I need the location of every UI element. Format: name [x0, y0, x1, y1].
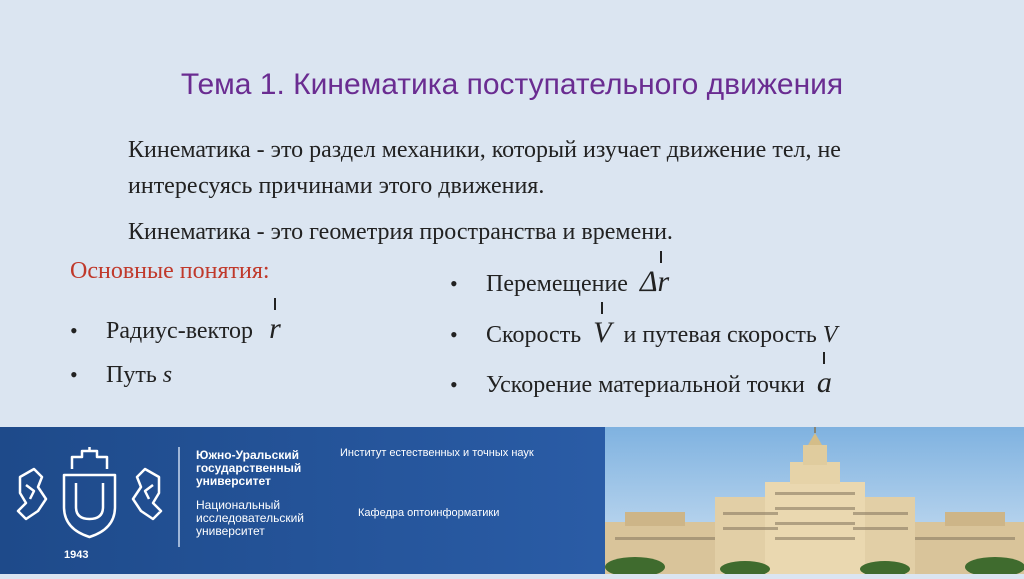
university-logo: [12, 447, 167, 561]
definition-geometry: Кинематика - это геометрия пространства и времени.: [128, 219, 673, 245]
bullet-path: [70, 362, 172, 389]
university-building-photo: [605, 427, 1024, 574]
velocity-label: Скорость: [486, 322, 582, 348]
slide-title: Тема 1. Кинематика поступательного движения: [180, 68, 844, 101]
path-velocity-symbol: V: [822, 322, 838, 348]
radius-vector-label: Радиус-вектор: [106, 318, 254, 344]
logo-divider: [178, 447, 180, 547]
displacement-symbol: Δr: [640, 265, 669, 299]
institute-name: Институт естественных и точных наук: [340, 447, 534, 459]
bullet-dot: •: [450, 372, 458, 397]
displacement-label: Перемещение: [486, 271, 628, 297]
velocity-symbol: V: [593, 316, 611, 350]
bullet-velocity: [450, 316, 837, 350]
bullet-dot: •: [450, 271, 458, 296]
path-label: Путь: [106, 362, 157, 388]
department-name: Кафедра оптоинформатики: [358, 507, 500, 519]
building-image: [605, 427, 1024, 574]
velocity-conjunction: и путевая скорость: [623, 322, 817, 348]
bullet-radius-vector: [70, 312, 281, 346]
concepts-heading: Основные понятия:: [70, 258, 270, 284]
bullet-acceleration: [450, 366, 832, 400]
vector-arrow-icon: [823, 352, 825, 364]
university-subtitle: Национальный исследовательский университет: [196, 498, 304, 538]
footer-banner: [0, 427, 1024, 574]
bullet-displacement: [450, 265, 669, 299]
bullet-dot: •: [70, 318, 78, 343]
acceleration-label: Ускорение материальной точки: [486, 372, 805, 398]
bullet-dot: •: [70, 362, 78, 387]
definition-mechanics: Кинематика - это раздел механики, который изучает движение тел, не интересуясь причинами этого движения.: [128, 137, 841, 199]
vector-arrow-icon: [660, 251, 662, 263]
path-symbol: s: [162, 362, 173, 388]
university-name: Южно-Уральский государственный университет: [196, 448, 302, 488]
radius-vector-symbol: r: [269, 312, 281, 346]
university-emblem-icon: [12, 447, 167, 547]
bullet-dot: •: [450, 322, 458, 347]
vector-arrow-icon: [601, 302, 603, 314]
acceleration-symbol: a: [817, 366, 832, 400]
vector-arrow-icon: [274, 298, 276, 310]
logo-year: 1943: [64, 549, 89, 561]
